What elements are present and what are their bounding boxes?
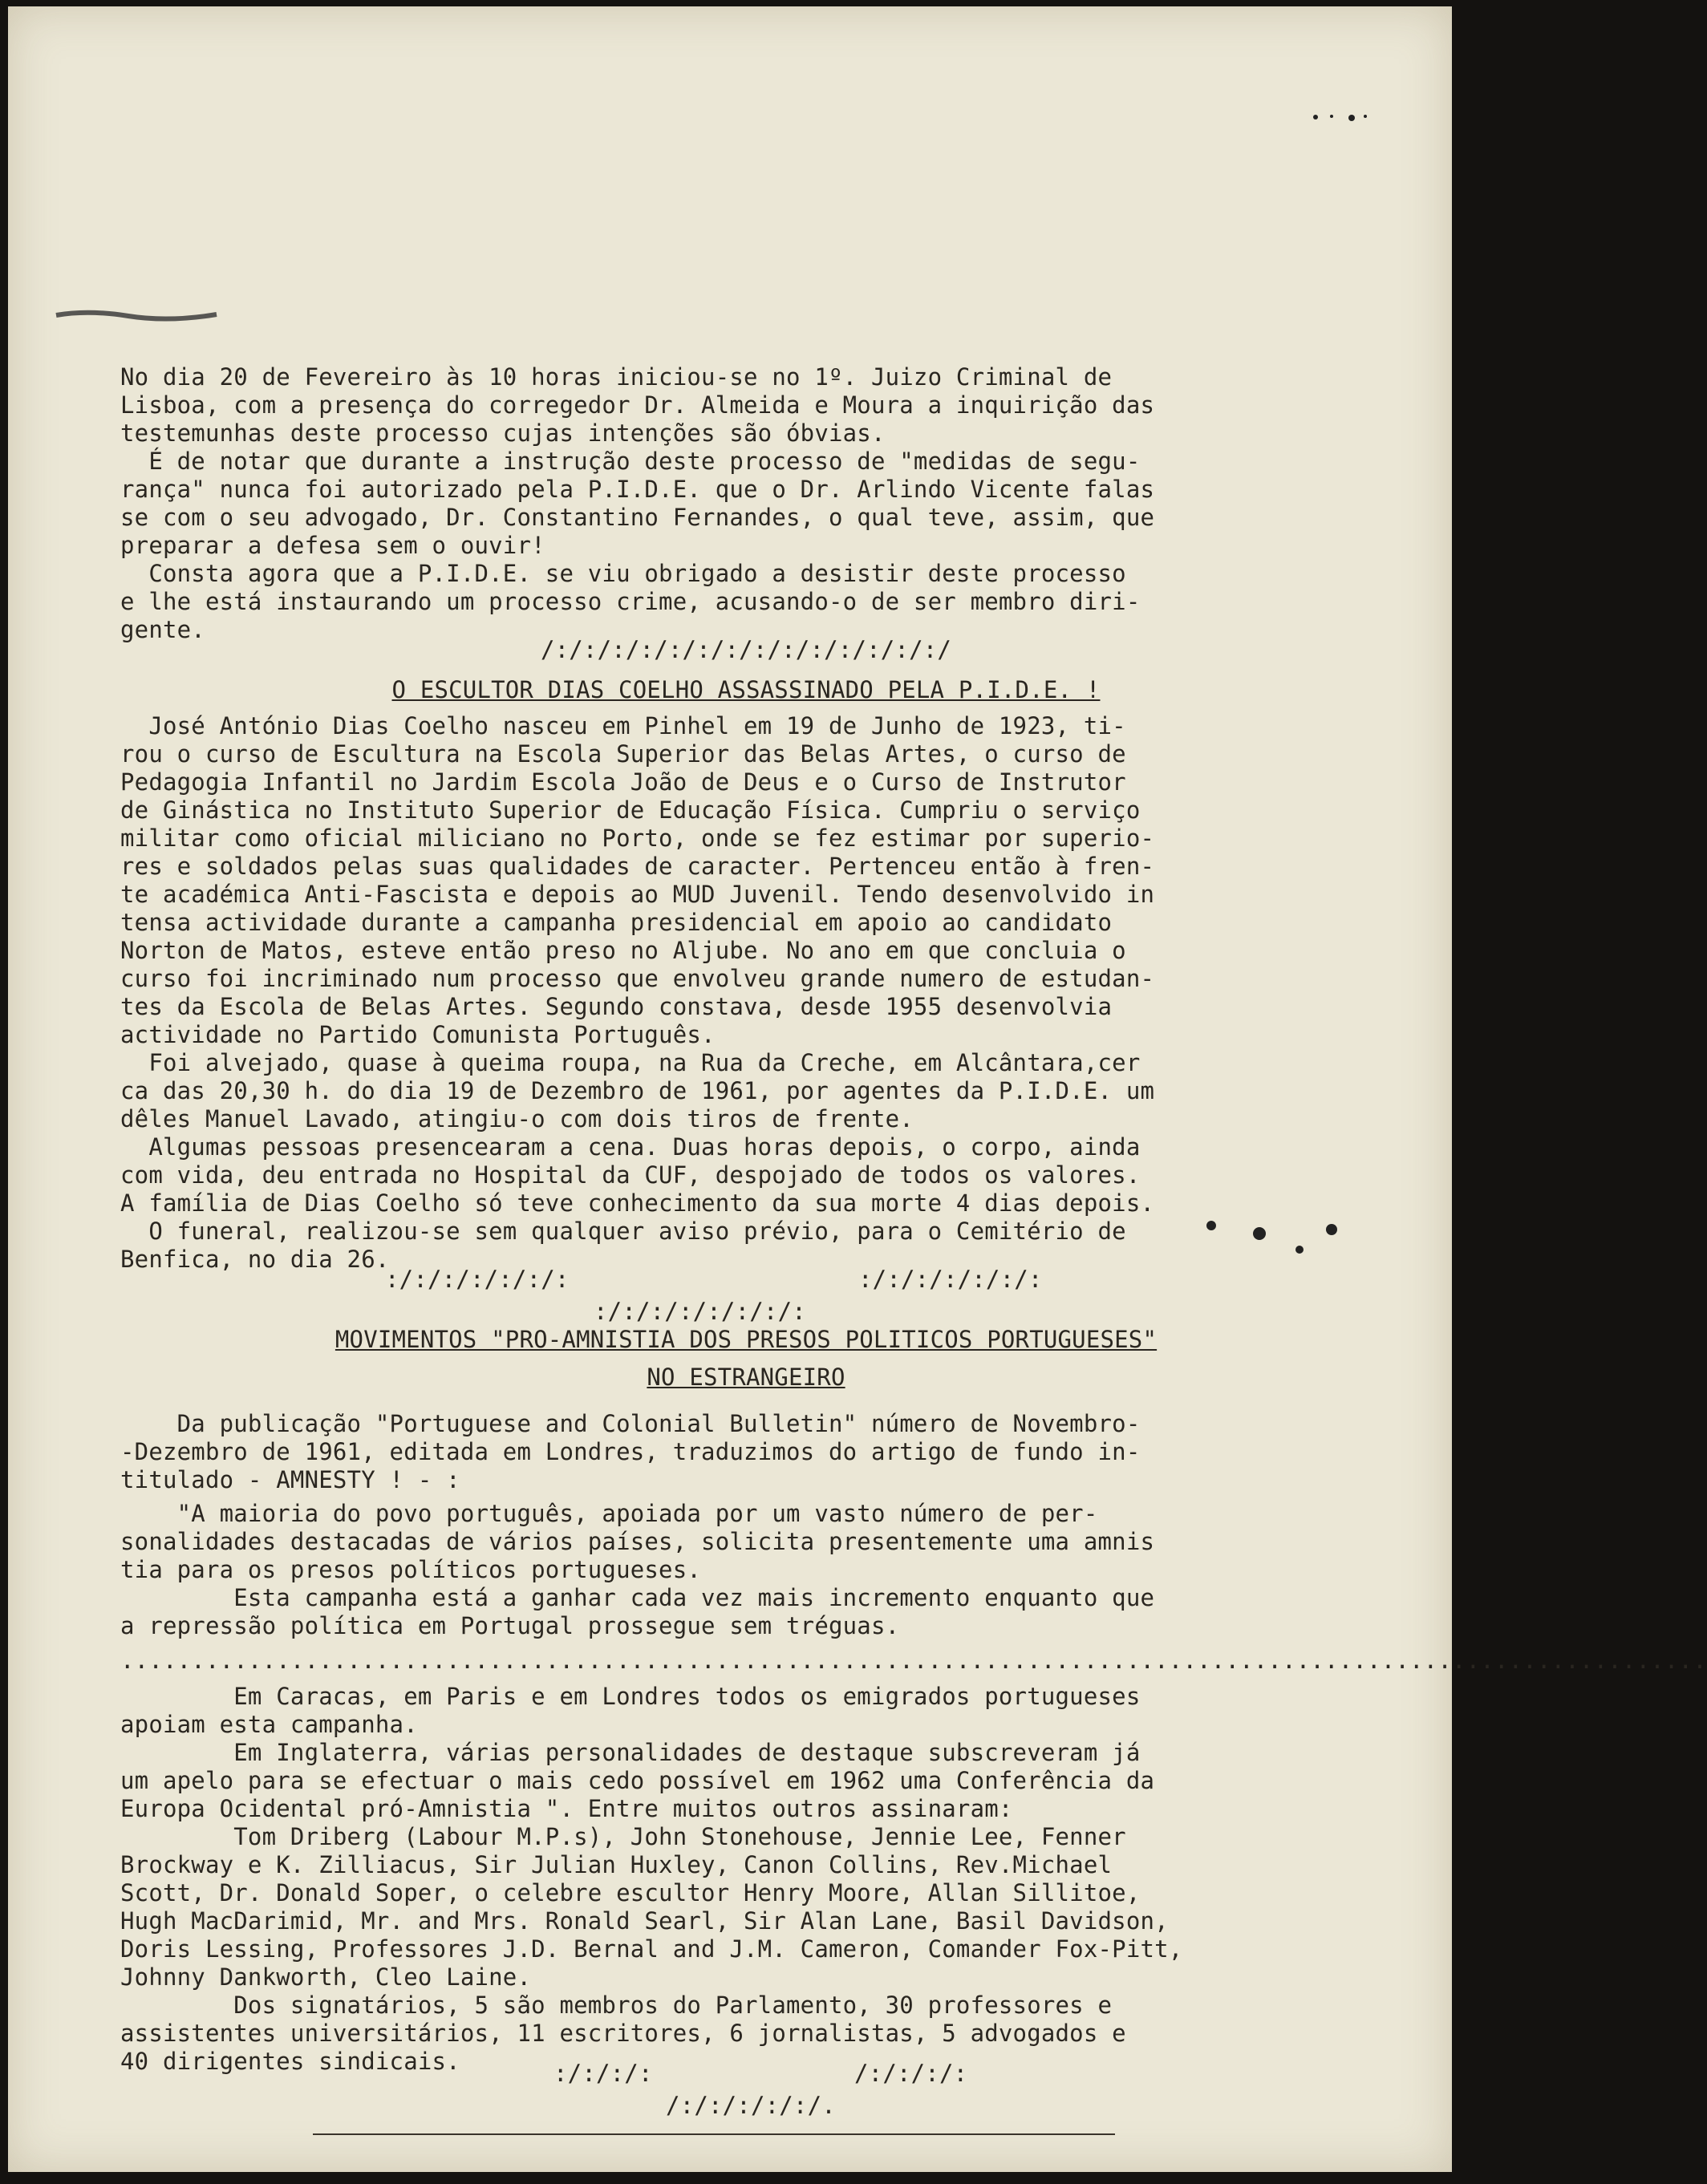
movement-body [120,1683,1372,2076]
body-line: um apelo para se efectuar o mais cedo possível em 1962 uma Conferência da [120,1767,1155,1794]
article-line: ca das 20,30 h. do dia 19 de Dezembro de 1961, por agentes da P.I.D.E. um [120,1077,1155,1104]
body-line: Europa Ocidental pró-Amnistia ". Entre muitos outros assinaram: [120,1795,1013,1822]
quote-line: Esta campanha está a ganhar cada vez mais incremento enquanto que [120,1584,1155,1611]
article-line: tensa actividade durante a campanha presidencial em apoio ao candidato [120,909,1113,936]
separator-3 [120,2060,1372,2124]
body-line: Johnny Dankworth, Cleo Laine. [120,1963,532,1991]
separator-3-center: /:/:/:/:/:/. [666,2092,836,2119]
body-line: Dos signatários, 5 são membros do Parlamento, 30 professores e [120,1992,1113,2019]
separator-2-right: :/:/:/:/:/:/: [858,1266,1043,1293]
dotted-divider: ................................................................................................................ [120,1647,1707,1674]
article-line: res e soldados pelas suas qualidades de caracter. Pertenceu então à fren- [120,853,1155,880]
separator-3-right: /:/:/:/: [854,2060,968,2087]
article-line: de Ginástica no Instituto Superior de Educação Física. Cumpriu o serviço [120,796,1141,824]
quote-line: sonalidades destacadas de vários países, solicita presentemente uma amnis [120,1528,1155,1555]
intro-line: preparar a defesa sem o ouvir! [120,532,545,559]
intro-line: gente. [120,616,205,643]
quote-line: a repressão política em Portugal prossegue sem tréguas. [120,1612,900,1639]
intro-line: É de notar que durante a instrução deste processo de "medidas de segu- [120,448,1141,475]
movement-subheading: NO ESTRANGEIRO [647,1363,845,1391]
movement-line: titulado - AMNESTY ! - : [120,1466,460,1493]
intro-line: Lisboa, com a presença do corregedor Dr. Almeida e Moura a inquirição das [120,391,1155,419]
article-line: tes da Escola de Belas Artes. Segundo constava, desde 1955 desenvolvia [120,993,1113,1020]
body-line: Tom Driberg (Labour M.P.s), John Stonehouse, Jennie Lee, Fenner [120,1823,1126,1850]
quote-line: "A maioria do povo português, apoiada por um vasto número de per- [120,1500,1098,1527]
separator-2-left: :/:/:/:/:/:/: [385,1266,570,1293]
intro-line: testemunhas deste processo cujas intenções são óbvias. [120,419,886,447]
body-line: Em Inglaterra, várias personalidades de destaque subscreveram já [120,1739,1141,1766]
footer-rule [313,2133,1115,2135]
article-paragraph [120,712,1372,1274]
article-line: Pedagogia Infantil no Jardim Escola João de Deus e o Curso de Instrutor [120,768,1126,796]
article-line: José António Dias Coelho nasceu em Pinhel em 19 de Junho de 1923, ti- [120,712,1126,739]
article-line: actividade no Partido Comunista Português. [120,1021,716,1048]
body-line: assistentes universitários, 11 escritores, 6 jornalistas, 5 advogados e [120,2020,1126,2047]
separator-1: /:/:/:/:/:/:/:/:/:/:/:/:/:/:/ [540,636,952,663]
article-line: curso foi incriminado num processo que envolveu grande numero de estudan- [120,965,1155,992]
body-line: Brockway e K. Zilliacus, Sir Julian Huxley, Canon Collins, Rev.Michael [120,1851,1113,1878]
article-line: com vida, deu entrada no Hospital da CUF, despojado de todos os valores. [120,1161,1141,1189]
paper-sheet [8,6,1707,2172]
article-line: Benfica, no dia 26. [120,1246,390,1273]
intro-paragraph [120,363,1372,644]
body-line: Doris Lessing, Professores J.D. Bernal and J.M. Cameron, Comander Fox-Pitt, [120,1935,1183,1963]
separator-3-left: :/:/:/: [553,2060,653,2087]
body-line: apoiam esta campanha. [120,1711,418,1738]
article-line: militar como oficial miliciano no Porto, onde se fez estimar por superio- [120,825,1155,852]
movement-heading: MOVIMENTOS "PRO-AMNISTIA DOS PRESOS POLITICOS PORTUGUESES" [335,1326,1158,1353]
article-line: dêles Manuel Lavado, atingiu-o com dois tiros de frente. [120,1105,914,1133]
article-heading: O ESCULTOR DIAS COELHO ASSASSINADO PELA P.I.D.E. ! [391,676,1101,703]
article-line: O funeral, realizou-se sem qualquer aviso prévio, para o Cemitério de [120,1218,1126,1245]
intro-line: e lhe está instaurando um processo crime, acusando-o de ser membro diri- [120,588,1141,615]
article-line: Algumas pessoas presencearam a cena. Duas horas depois, o corpo, ainda [120,1133,1141,1161]
intro-line: se com o seu advogado, Dr. Constantino Fernandes, o qual teve, assim, que [120,504,1155,531]
movement-line: -Dezembro de 1961, editada em Londres, traduzimos do artigo de fundo in- [120,1438,1141,1465]
intro-line: rança" nunca foi autorizado pela P.I.D.E. que o Dr. Arlindo Vicente falas [120,476,1155,503]
article-line: te académica Anti-Fascista e depois ao MUD Juvenil. Tendo desenvolvido in [120,881,1155,908]
quote-line: tia para os presos políticos portugueses. [120,1556,702,1583]
article-line: Foi alvejado, quase à queima roupa, na Rua da Creche, em Alcântara,cer [120,1049,1141,1076]
movement-intro [120,1410,1372,1494]
body-line: Hugh MacDarimid, Mr. and Mrs. Ronald Searl, Sir Alan Lane, Basil Davidson, [120,1907,1169,1935]
amnesty-quote [120,1500,1372,1640]
movement-line: Da publicação "Portuguese and Colonial Bulletin" número de Novembro- [120,1410,1141,1437]
separator-2 [120,1266,1372,1330]
ink-smudge-left [56,303,217,327]
separator-2-center: :/:/:/:/:/:/:/: [594,1298,806,1325]
body-line: 40 dirigentes sindicais. [120,2048,460,2075]
intro-line: Consta agora que a P.I.D.E. se viu obrigado a desistir deste processo [120,560,1126,587]
article-line: rou o curso de Escultura na Escola Superior das Belas Artes, o curso de [120,740,1126,768]
article-line: Norton de Matos, esteve então preso no Aljube. No ano em que concluia o [120,937,1126,964]
article-line: A família de Dias Coelho só teve conhecimento da sua morte 4 dias depois. [120,1189,1155,1217]
ink-smudge-top [1308,111,1372,122]
body-line: Em Caracas, em Paris e em Londres todos os emigrados portugueses [120,1683,1141,1710]
intro-line: No dia 20 de Fevereiro às 10 horas iniciou-se no 1º. Juizo Criminal de [120,363,1113,391]
body-line: Scott, Dr. Donald Soper, o celebre escultor Henry Moore, Allan Sillitoe, [120,1879,1141,1906]
